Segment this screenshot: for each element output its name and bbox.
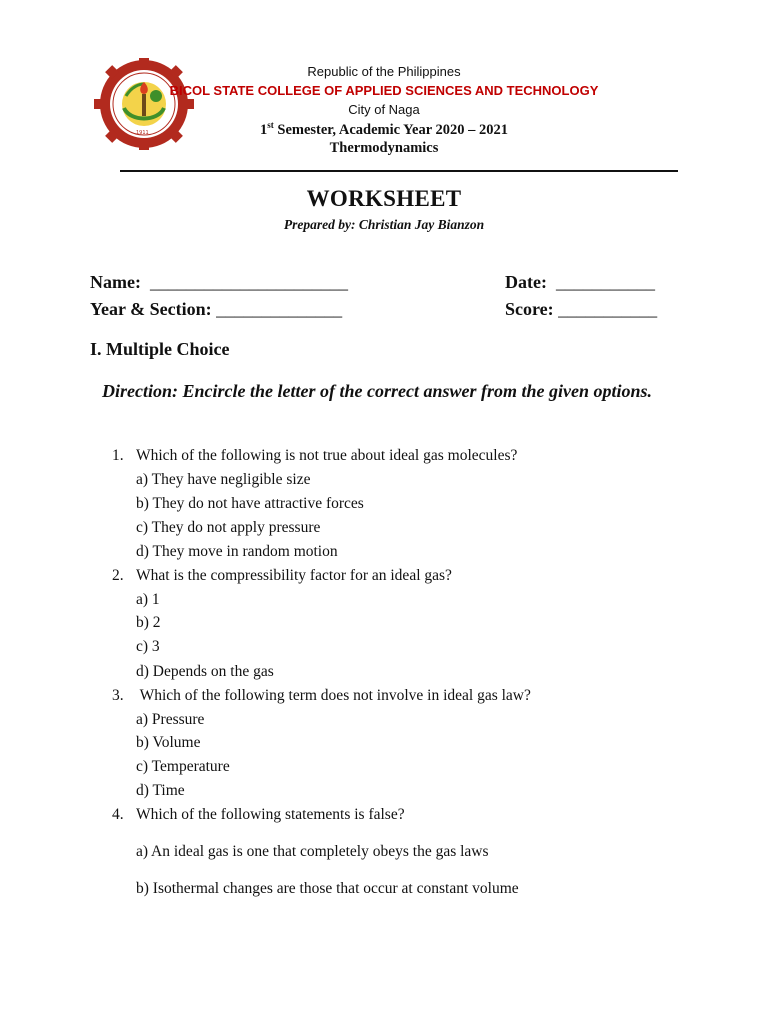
year-section-blank[interactable]: ______________ [216,299,343,319]
question-3 [112,687,531,705]
question-number: 4. [112,806,124,823]
option-3d[interactable]: d) Time [136,782,185,799]
question-4 [112,806,405,824]
question-2 [112,567,452,585]
option-2b[interactable]: b) 2 [136,614,161,631]
question-text: Which of the following is not true about ideal gas molecules? [136,447,518,464]
date-blank[interactable]: ___________ [555,272,655,292]
question-text: Which of the following statements is false? [136,806,405,823]
semester-ordinal: st [267,120,274,130]
option-1a[interactable]: a) They have negligible size [136,471,311,488]
header-divider [120,170,678,172]
option-2a[interactable]: a) 1 [136,591,160,608]
option-1b[interactable]: b) They do not have attractive forces [136,495,364,512]
date-field[interactable] [505,272,655,293]
name-field[interactable] [90,272,348,293]
question-text: What is the compressibility factor for an ideal gas? [136,567,452,584]
prepared-by: Prepared by: Christian Jay Bianzon [283,217,485,232]
year-section-label: Year & Section: [90,299,212,319]
direction-text: Direction: Encircle the letter of the correct answer from the given options. [102,381,652,401]
header-college-name: BICOL STATE COLLEGE OF APPLIED SCIENCES AND TECHNOLOGY [169,83,599,98]
header-semester [0,120,768,139]
score-field[interactable] [505,299,657,320]
header-city: City of Naga [348,102,420,117]
name-blank[interactable]: ______________________ [149,272,348,292]
score-blank[interactable]: ___________ [558,299,658,319]
year-section-field[interactable] [90,299,342,320]
option-1d[interactable]: d) They move in random motion [136,543,338,560]
svg-text:1911: 1911 [136,130,149,136]
option-3c[interactable]: c) Temperature [136,758,230,775]
header-country: Republic of the Philippines [307,64,461,79]
question-1 [112,447,517,465]
option-2d[interactable]: d) Depends on the gas [136,663,274,680]
option-2c[interactable]: c) 3 [136,638,160,655]
question-number: 3. [112,687,124,704]
page-title: WORKSHEET [306,186,462,211]
name-label: Name: [90,272,141,292]
section-title: I. Multiple Choice [90,339,230,359]
semester-text: Semester, Academic Year 2020 – 2021 [273,121,508,138]
question-text: Which of the following term does not involve in ideal gas law? [136,687,531,704]
option-4a[interactable]: a) An ideal gas is one that completely obeys the gas laws [136,843,489,860]
header-subject: Thermodynamics [329,140,439,156]
option-3b[interactable]: b) Volume [136,734,201,751]
semester-number: 1 [260,121,268,138]
question-number: 1. [112,447,124,464]
option-4b[interactable]: b) Isothermal changes are those that occur at constant volume [136,880,519,897]
option-3a[interactable]: a) Pressure [136,711,205,728]
score-label: Score: [505,299,554,319]
option-1c[interactable]: c) They do not apply pressure [136,519,321,536]
question-number: 2. [112,567,124,584]
date-label: Date: [505,272,547,292]
